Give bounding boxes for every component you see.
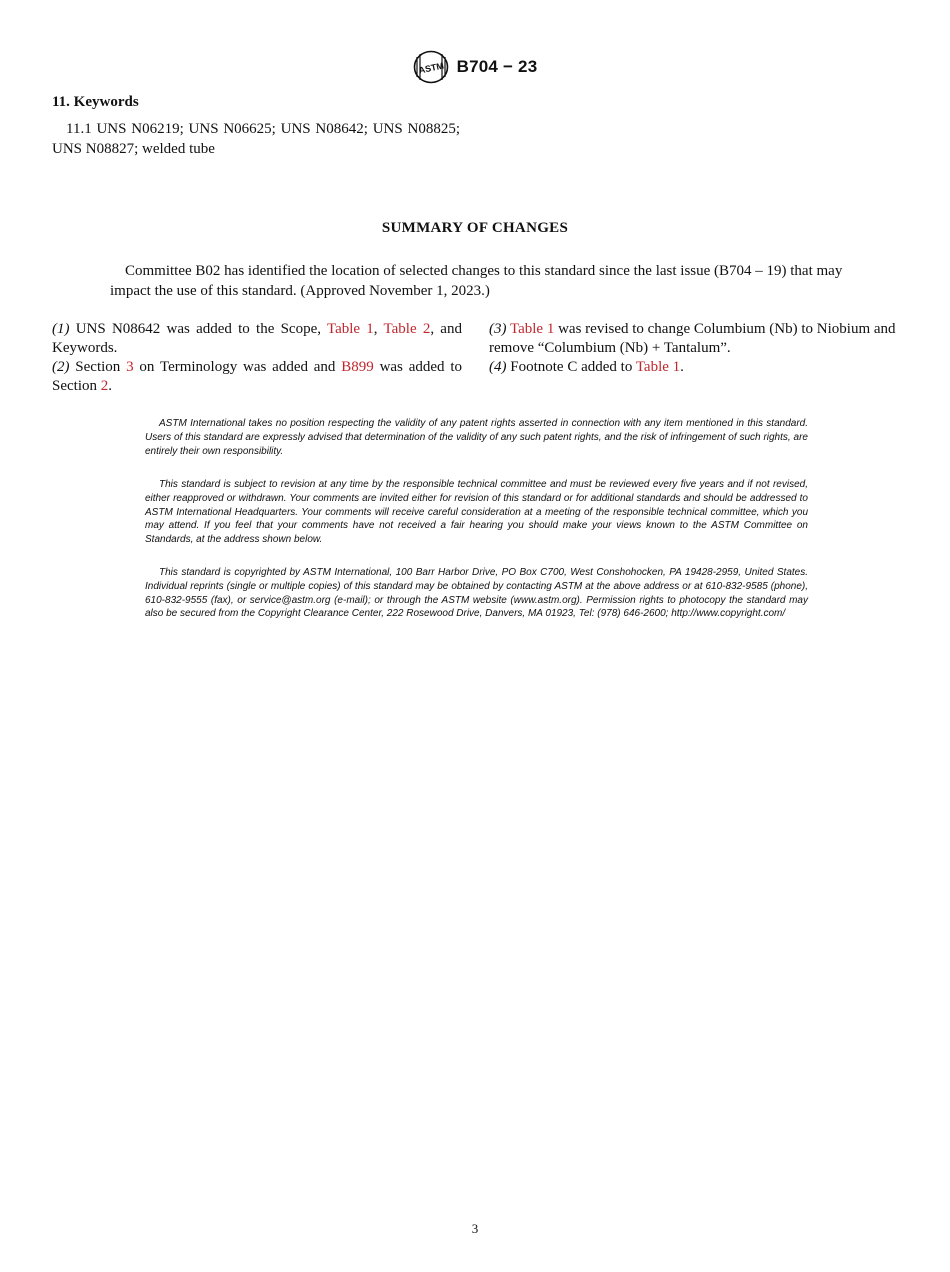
copyright-notice: This standard is copyrighted by ASTM International, 100 Barr Harbor Drive, PO Box C700, West Conshohocken, PA 19428-2959, United States. Individual reprints (single or multiple copies) of this standard may be obtained by contacting ASTM at the above address or at 610-832-9585 (phone), 610-832-9555 (fax), or service@astm.org (e-mail); or through the ASTM website (www.astm.org). Permission rights to photocopy the standard may also be secured from the Copyright Clearance Center, 222 Rosewood Drive, Danvers, MA 01923, Tel: (978) 646-2600; http://www.copyright.com/: [145, 567, 808, 620]
change-item-3: (3) Table 1 was revised to change Columbium (Nb) to Niobium and remove “Columbium (Nb) + Tantalum”.: [489, 321, 896, 356]
change-number: (3): [489, 321, 507, 337]
section-3-link[interactable]: 3: [126, 359, 134, 375]
changes-right-column: [489, 320, 899, 377]
change-item-2: (2) Section 3 on Terminology was added and B899 was added to Section 2.: [52, 359, 462, 394]
change-item-4: (4) Footnote C added to Table 1.: [489, 359, 684, 375]
change-number: (2): [52, 359, 70, 375]
table-1-link[interactable]: Table 1: [509, 321, 555, 337]
table-1-link[interactable]: Table 1: [635, 359, 681, 375]
patent-notice: ASTM International takes no position respecting the validity of any patent rights asserted in connection with any item mentioned in this standard. Users of this standard are expressly advised that determination of the validity of any such patent rights, and the risk of infringement of such rights, are entirely their own responsibility.: [145, 418, 808, 457]
standard-designation: B704 − 23: [456, 57, 538, 76]
table-2-link[interactable]: Table 2: [383, 321, 431, 337]
page-number: 3: [471, 1221, 479, 1236]
change-number: (4): [489, 359, 507, 375]
document-header: [0, 50, 950, 84]
section-11-heading: 11. Keywords: [52, 94, 139, 110]
changes-left-column: [52, 320, 462, 396]
astm-logo-text: ASTM: [417, 60, 445, 76]
revision-notice: This standard is subject to revision at any time by the responsible technical committee and must be reviewed every five years and if not revised, either reapproved or withdrawn. Your comments are invited either for revision of this standard or for additional standards and should be addressed to ASTM International Headquarters. Your comments will receive careful consideration at a meeting of the responsible technical committee, which you may attend. If you feel that your comments have not received a fair hearing you should make your views known to the ASTM Committee on Standards, at the address shown below.: [145, 479, 808, 546]
summary-intro-paragraph: Committee B02 has identified the location of selected changes to this standard since the last issue (B704 – 19) that may impact the use of this standard. (Approved November 1, 2023.): [110, 263, 843, 299]
section-11-body: 11.1 UNS N06219; UNS N06625; UNS N08642; UNS N08825; UNS N08827; welded tube: [52, 121, 460, 157]
section-2-link[interactable]: 2: [100, 378, 109, 394]
table-1-link[interactable]: Table 1: [326, 321, 374, 337]
change-item-1: (1) UNS N08642 was added to the Scope, Table 1, Table 2, and Keywords.: [52, 321, 462, 356]
change-number: (1): [52, 321, 70, 337]
summary-of-changes-title: SUMMARY OF CHANGES: [381, 220, 569, 236]
b899-link[interactable]: B899: [341, 359, 374, 375]
astm-logo-icon: [413, 50, 449, 84]
